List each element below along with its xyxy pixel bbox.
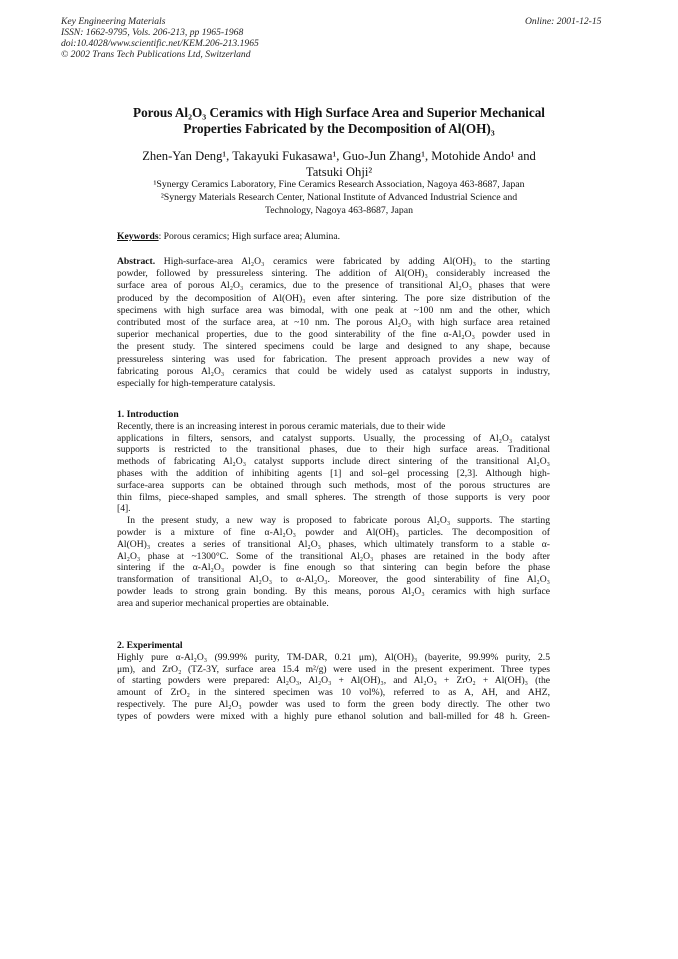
keywords-text: : Porous ceramics; High surface area; Alumina. — [158, 231, 341, 242]
introduction-line: area and superior mechanical properties are obtainable. — [117, 597, 329, 609]
title-line-1: Porous Al₂O₃ Ceramics with High Surface Area and Superior Mechanical — [133, 105, 545, 120]
abstract-line: specimens with high surface area was bimodal, with one peak at ~100 nm and the other, which — [117, 304, 550, 316]
keywords — [117, 231, 340, 243]
abstract-label: Abstract. — [117, 256, 156, 267]
experimental-heading: 2. Experimental — [117, 640, 183, 651]
introduction-line: methods of fabricating Al₂O₃ catalyst supports include direct sintering of the transitional Al₂O₃ — [117, 456, 550, 468]
introduction-line: applications in filters, sensors, and catalyst supports. Usually, the processing of Al₂O₃ catalyst — [117, 432, 550, 444]
introduction-line: [4]. — [117, 503, 131, 515]
introduction-line: Al(OH)₃ creates a series of transitional Al₂O₃ phases, which ultimately transform to a stable α- — [117, 538, 550, 550]
experimental-line: amount of ZrO₂ in the sintered specimen was 10 vol%), referred to as A, AH, and AHZ, — [117, 687, 550, 699]
introduction-line: Al₂O₃ phase at ~1300°C. Some of the transitional Al₂O₃ phases are retained in the body after — [117, 550, 550, 562]
online-date: Online: 2001-12-15 — [525, 16, 602, 27]
experimental-section — [117, 640, 550, 723]
experimental-body — [117, 652, 550, 723]
introduction-line: powder is a mixture of fine α-Al₂O₃ powder and Al(OH)₃ particles. The decomposition of — [117, 526, 550, 538]
abstract-line: pressureless sintering was used for fabrication. The present approach provides a new way of — [117, 353, 550, 365]
author-list — [100, 149, 578, 180]
abstract-line: contributed most of the surface area, at ~10 nm. The porous Al₂O₃ with high surface area retained — [117, 317, 550, 329]
journal-header — [61, 16, 259, 60]
affiliation-line-3: Technology, Nagoya 463-8687, Japan — [264, 205, 414, 216]
abstract-line: powder, followed by pressureless sintering. The addition of Al(OH)₃ considerably increased the — [117, 268, 550, 280]
introduction-line: phases with the addition of inhibiting agents [1] and sol–gel processing [2,3]. Although high- — [117, 467, 550, 479]
introduction-line: In the present study, a new way is proposed to fabricate porous Al₂O₃ supports. The starting — [127, 515, 550, 527]
affiliations — [100, 178, 578, 217]
experimental-line: respectively. The pure Al₂O₃ powder was used to form the green body directly. The other two — [117, 698, 550, 710]
introduction-line: powder leads to strong grain bonding. By this means, porous Al₂O₃ ceramics with high surface — [117, 585, 550, 597]
journal-name: Key Engineering Materials — [61, 16, 166, 27]
affiliation-line-2: ²Synergy Materials Research Center, National Institute of Advanced Industrial Science and — [160, 192, 518, 203]
authors-line-2: Tatsuki Ohji² — [305, 164, 373, 179]
abstract-line: superior mechanical properties, due to the good sinterability of the fine α-Al₂O₃ powder used in — [117, 329, 550, 341]
paper-title — [100, 105, 578, 137]
abstract-line: fabricating porous Al₂O₃ ceramics that could be widely used as catalyst supports in industry, — [117, 365, 550, 377]
doi-line: doi:10.4028/www.scientific.net/KEM.206-213.1965 — [61, 38, 259, 49]
title-line-2: Properties Fabricated by the Decomposition of Al(OH)₃ — [183, 121, 495, 136]
introduction-body — [117, 421, 550, 610]
affiliation-line-1: ¹Synergy Ceramics Laboratory, Fine Ceramics Research Association, Nagoya 463-8687, Japan — [153, 179, 525, 190]
experimental-line: μm), and ZrO₂ (TZ-3Y, surface area 15.4 m²/g) were used in the present experiment. Three types — [117, 663, 550, 675]
introduction-section — [117, 409, 550, 610]
introduction-heading: 1. Introduction — [117, 409, 179, 420]
abstract-line: the present study. The sintered specimens could be large and designed to any shape, because — [117, 341, 550, 353]
issn-line: ISSN: 1662-9795, Vols. 206-213, pp 1965-1968 — [61, 27, 244, 38]
abstract-line: especially for high-temperature catalysis. — [117, 378, 276, 390]
abstract — [117, 256, 550, 390]
introduction-line: transformation of transitional Al₂O₃ to α-Al₂O₃. Moreover, the good sinterability of fine Al₂O₃ — [117, 574, 550, 586]
introduction-line: supports is restricted to the transitional phases, due to their high surface areas. Traditional — [117, 444, 550, 456]
experimental-line: types of powders were mixed with a highly pure ethanol solution and ball-milled for 48 h. Green- — [117, 710, 550, 722]
experimental-line: of starting powders were prepared: Al₂O₃, Al₂O₃ + Al(OH)₃, and Al₂O₃ + ZrO₂ + Al(OH)₃ (the — [117, 675, 550, 687]
copyright-line: © 2002 Trans Tech Publications Ltd, Switzerland — [61, 49, 251, 60]
introduction-line: sintering if the α-Al₂O₃ powder is fine enough so that sintering can begin before the phase — [117, 562, 550, 574]
abstract-line: produced by the decomposition of Al(OH)₃ even after sintering. The pore size distribution of the — [117, 292, 550, 304]
abstract-line: surface area of porous Al₂O₃ ceramics, due to the presence of transitional Al₂O₃ phases that were — [117, 280, 550, 292]
introduction-line: surface-area supports can be obtained through such methods, most of the porous structures are — [117, 479, 550, 491]
abstract-line: Abstract. High-surface-area Al₂O₃ ceramics were fabricated by adding Al(OH)₃ to the starting — [117, 256, 550, 267]
experimental-line: Highly pure α-Al₂O₃ (99.99% purity, TM-DAR, 0.21 μm), Al(OH)₃ (bayerite, 99.99% purity, 2.5 — [117, 651, 550, 663]
keywords-label: Keywords — [117, 231, 159, 242]
authors-line-1: Zhen-Yan Deng¹, Takayuki Fukasawa¹, Guo-Jun Zhang¹, Motohide Ando¹ and — [142, 149, 536, 163]
introduction-line: Recently, there is an increasing interest in porous ceramic materials, due to their wide — [117, 420, 446, 432]
introduction-line: thin films, piece-shaped samples, and small spheres. The strength of those supports is very poor — [117, 491, 550, 503]
